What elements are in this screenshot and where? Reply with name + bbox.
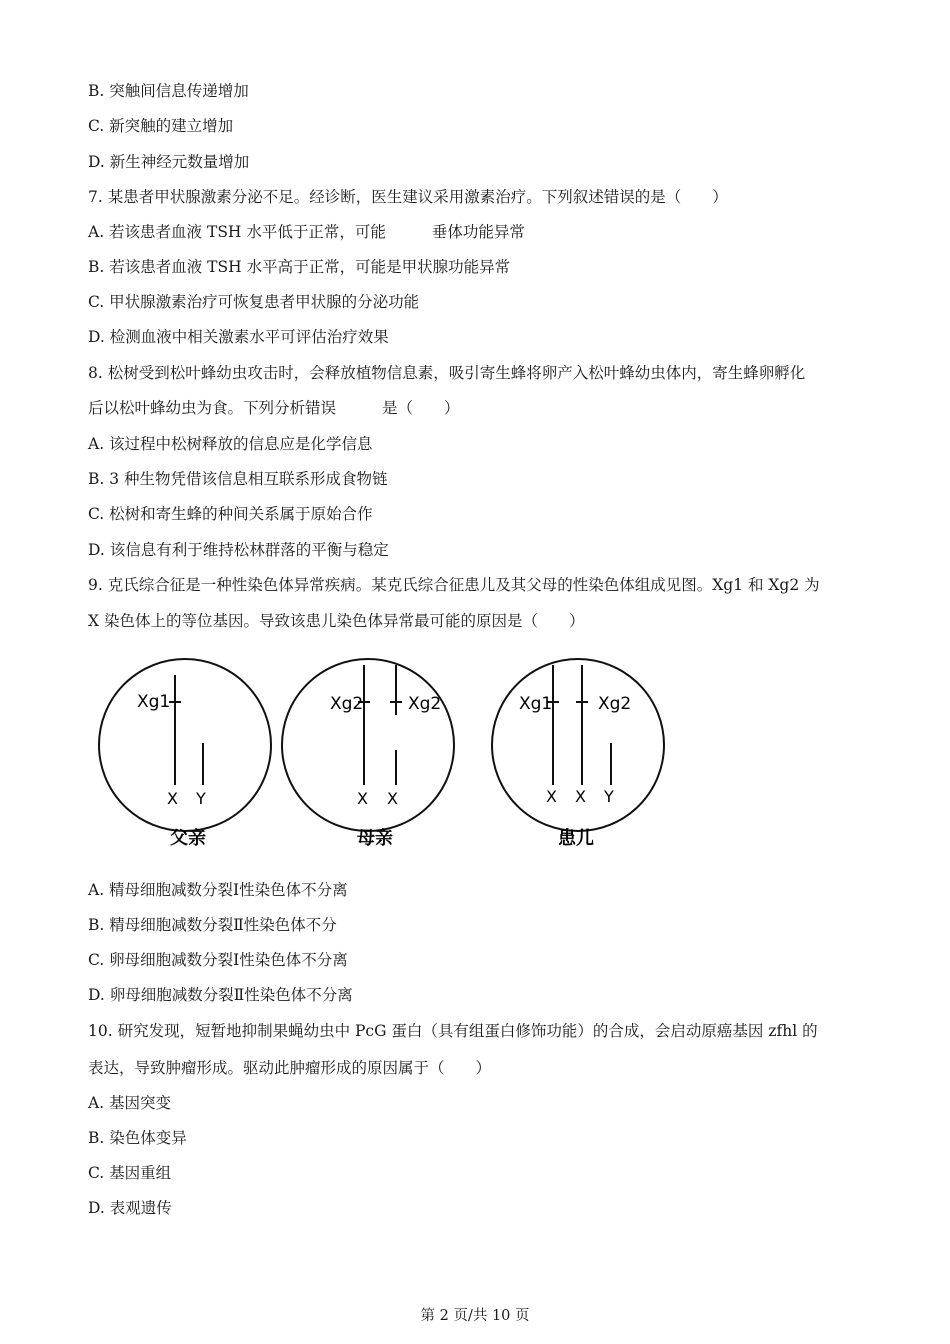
mother-x-label-left: X	[357, 789, 368, 808]
father-caption: 父亲	[170, 828, 206, 849]
q7-option-d: D. 检测血液中相关激素水平可评估治疗效果	[88, 328, 389, 346]
child-gene-right-label: Xg2	[598, 694, 632, 714]
father-y-label: Y	[196, 789, 206, 808]
mother-gene-right-label: Xg2	[408, 694, 442, 714]
q7-option-a-part2: 垂体功能异常	[431, 223, 525, 241]
q9-option-a: A. 精母细胞减数分裂Ⅰ性染色体不分离	[88, 881, 348, 899]
mother-x-label-right: X	[387, 789, 398, 808]
q8-stem-line2	[88, 398, 460, 418]
q8-stem-line2-part2: 是（ ）	[382, 399, 460, 417]
chromosome-figure	[95, 655, 675, 855]
q8-stem-line2-part1: 后以松叶蜂幼虫为食。下列分析错误	[88, 399, 337, 417]
q9-stem-line2: X 染色体上的等位基因。导致该患儿染色体异常最可能的原因是（ ）	[88, 612, 585, 630]
q6-option-c: C. 新突触的建立增加	[88, 117, 234, 135]
q10-option-b: B. 染色体变异	[88, 1129, 187, 1147]
q10-stem-line2: 表达，导致肿瘤形成。驱动此肿瘤形成的原因属于（ ）	[88, 1059, 492, 1077]
q8-option-b: B. 3 种生物凭借该信息相互联系形成食物链	[88, 470, 388, 488]
q10-option-d: D. 表观遗传	[88, 1199, 172, 1217]
q10-stem-line1: 10. 研究发现，短暂地抑制果蝇幼虫中 PcG 蛋白（具有组蛋白修饰功能）的合成，会启动原癌基因 zfhl 的	[88, 1022, 818, 1040]
q8-option-a: A. 该过程中松树释放的信息应是化学信息	[88, 435, 373, 453]
q6-option-b: B. 突触间信息传递增加	[88, 82, 249, 100]
q9-stem-line1: 9. 克氏综合征是一种性染色体异常疾病。某克氏综合征患儿及其父母的性染色体组成见图。Xg1 和 Xg2 为	[88, 576, 820, 594]
father-cell	[99, 659, 271, 849]
q8-option-d: D. 该信息有利于维持松林群落的平衡与稳定	[88, 541, 389, 559]
page-footer: 第 2 页/共 10 页	[420, 1308, 530, 1324]
q9-option-b: B. 精母细胞减数分裂Ⅱ性染色体不分	[88, 916, 337, 934]
child-gene-left-label: Xg1	[519, 694, 553, 714]
father-gene-label: Xg1	[137, 692, 171, 712]
q8-option-c: C. 松树和寄生蜂的种间关系属于原始合作	[88, 505, 373, 523]
q7-stem: 7. 某患者甲状腺激素分泌不足。经诊断，医生建议采用激素治疗。下列叙述错误的是（ ）	[88, 188, 728, 206]
q10-option-a: A. 基因突变	[88, 1094, 172, 1112]
q6-option-d: D. 新生神经元数量增加	[88, 153, 250, 171]
q7-option-b: B. 若该患者血液 TSH 水平高于正常，可能是甲状腺功能异常	[88, 258, 511, 276]
father-x-label: X	[167, 789, 178, 808]
child-x-label-right: X	[575, 787, 586, 806]
q9-option-d: D. 卵母细胞减数分裂Ⅱ性染色体不分离	[88, 986, 353, 1004]
child-y-label: Y	[604, 787, 614, 806]
q10-option-c: C. 基因重组	[88, 1164, 172, 1182]
child-cell	[492, 659, 664, 849]
mother-caption: 母亲	[357, 828, 393, 849]
q7-option-a	[88, 222, 525, 242]
q8-stem-line1: 8. 松树受到松叶蜂幼虫攻击时，会释放植物信息素，吸引寄生蜂将卵产入松叶蜂幼虫体内，寄生蜂卵孵化	[88, 364, 806, 382]
child-caption: 患儿	[558, 828, 594, 849]
q9-option-c: C. 卵母细胞减数分裂Ⅰ性染色体不分离	[88, 951, 348, 969]
q7-option-a-part1: A. 若该患者血液 TSH 水平低于正常，可能	[88, 223, 386, 241]
child-x-label-left: X	[546, 787, 557, 806]
mother-cell	[282, 659, 454, 849]
mother-gene-left-label: Xg2	[330, 694, 364, 714]
q7-option-c: C. 甲状腺激素治疗可恢复患者甲状腺的分泌功能	[88, 293, 420, 311]
